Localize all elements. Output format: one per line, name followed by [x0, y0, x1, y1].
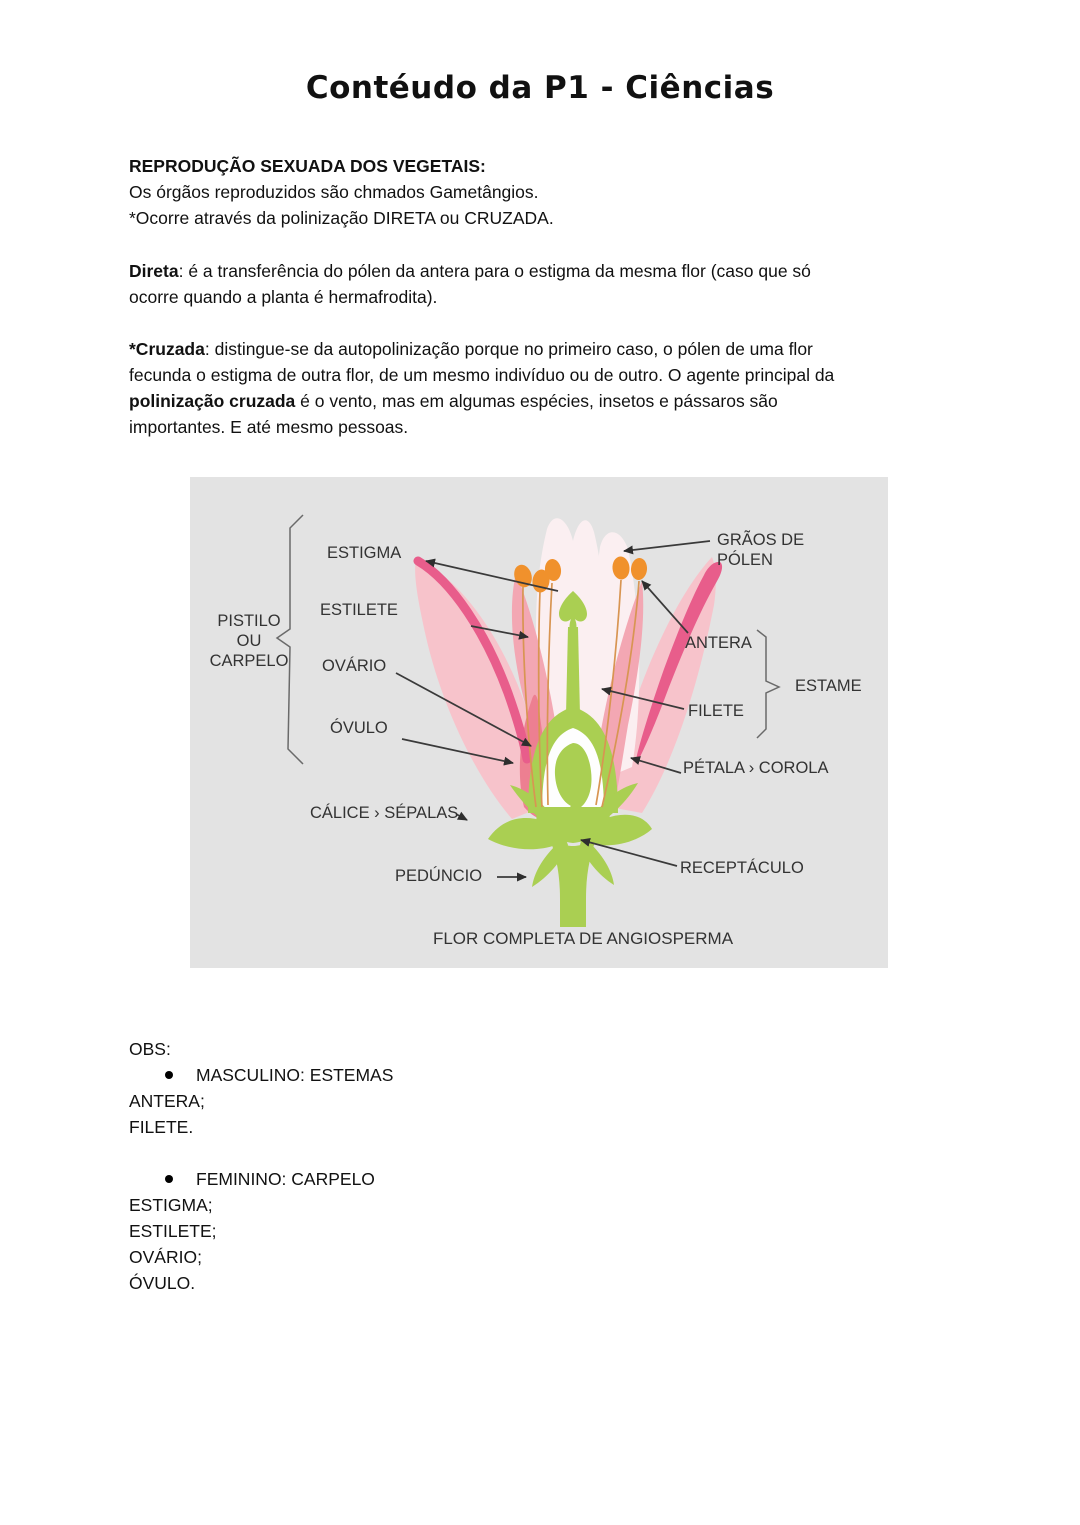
intro-heading: REPRODUÇÃO SEXUADA DOS VEGETAIS: — [129, 156, 486, 176]
cruzada-text3: é o vento, mas em algumas espécies, insetos e pássaros são — [295, 391, 778, 411]
bullet-icon — [165, 1175, 173, 1183]
estame-bracket — [757, 630, 779, 738]
stem-shape — [548, 833, 598, 927]
obs-item: ESTILETE; — [129, 1221, 217, 1241]
label-calice-sepalas: CÁLICE › SÉPALAS — [310, 804, 459, 822]
obs-item: ÓVULO. — [129, 1273, 196, 1293]
label-estigma: ESTIGMA — [327, 544, 402, 562]
cruzada-lead: *Cruzada — [129, 339, 205, 359]
label-graos-de-polen: GRÃOS DE PÓLEN — [717, 531, 805, 569]
obs-section — [129, 1036, 729, 1296]
graos-arrow — [624, 541, 710, 551]
obs-bullet-masculino: MASCULINO: ESTEMAS — [129, 1062, 729, 1088]
label-estame: ESTAME — [795, 677, 862, 695]
obs-bullet-feminino: FEMININO: CARPELO — [129, 1166, 729, 1192]
direta-text1: : é a transferência do pólen da antera para o estigma da mesma flor (caso que só — [178, 261, 811, 281]
direta-text2: ocorre quando a planta é hermafrodita). — [129, 287, 438, 307]
label-pistilo-carpelo: PISTILO OU CARPELO — [209, 612, 289, 670]
intro-line2: *Ocorre através da polinização DIRETA ou CRUZADA. — [129, 208, 554, 228]
label-receptaculo: RECEPTÁCULO — [680, 859, 804, 877]
obs-item: ANTERA; — [129, 1091, 205, 1111]
cruzada-text4: importantes. E até mesmo pessoas. — [129, 417, 409, 437]
obs-spacer — [129, 1140, 729, 1166]
label-antera: ANTERA — [685, 634, 752, 652]
label-pedunculo: PEDÚNCIO — [395, 867, 483, 885]
label-estilete: ESTILETE — [320, 601, 398, 619]
label-ovulo: ÓVULO — [330, 719, 388, 737]
page-title: Contéudo da P1 - Ciências — [305, 70, 775, 106]
obs-item: ESTIGMA; — [129, 1195, 213, 1215]
cruzada-paragraph — [129, 336, 969, 440]
diagram-caption: FLOR COMPLETA DE ANGIOSPERMA — [432, 929, 734, 948]
cruzada-bold2: polinização cruzada — [129, 391, 296, 411]
intro-paragraph — [129, 153, 969, 231]
label-filete: FILETE — [688, 702, 744, 720]
intro-line1: Os órgãos reproduzidos são chmados Gametângios. — [129, 182, 539, 202]
obs-item: OVÁRIO; — [129, 1247, 202, 1267]
bullet-icon — [165, 1071, 173, 1079]
obs-heading: OBS: — [129, 1039, 171, 1059]
flower-diagram — [190, 477, 888, 968]
direta-paragraph — [129, 258, 969, 310]
direta-lead: Direta — [129, 261, 179, 281]
cruzada-text1: : distingue-se da autopolinização porque no primeiro caso, o pólen de uma flor — [204, 339, 813, 359]
obs-item: FILETE. — [129, 1117, 194, 1137]
label-petala-corola: PÉTALA › COROLA — [683, 759, 829, 777]
cruzada-text2: fecunda o estigma de outra flor, de um mesmo indivíduo ou de outro. O agente principal da — [129, 365, 835, 385]
style-stalk-shape — [566, 627, 580, 715]
label-ovario: OVÁRIO — [322, 657, 387, 675]
